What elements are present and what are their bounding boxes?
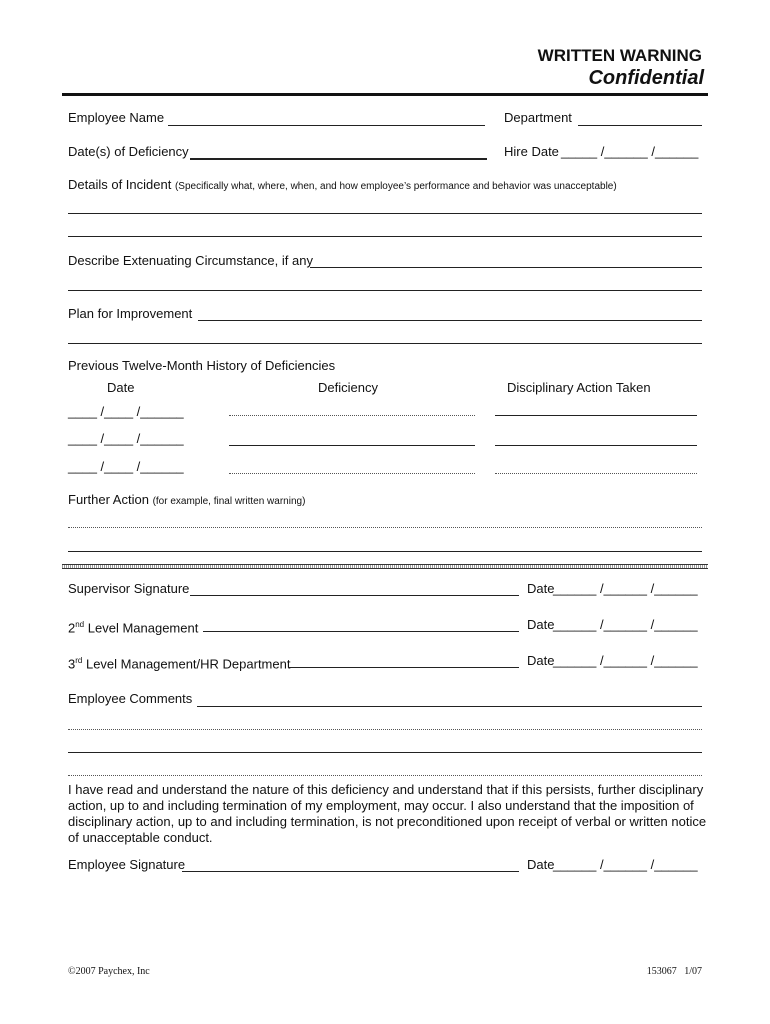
further-action-note: (for example, final written warning) xyxy=(152,496,306,507)
second-level-date-field[interactable]: ______ /______ /______ xyxy=(553,617,698,632)
employee-name-label: Employee Name xyxy=(68,110,165,125)
third-level-text: Level Management/HR Department xyxy=(82,656,291,672)
second-level-sup: nd xyxy=(75,620,85,629)
history-col-action: Disciplinary Action Taken xyxy=(507,380,651,395)
footer-copyright: ©2007 Paychex, Inc xyxy=(68,966,150,977)
extenuating-line-2[interactable] xyxy=(68,290,702,291)
details-line-2[interactable] xyxy=(68,236,702,237)
further-action-line-1[interactable] xyxy=(68,527,702,528)
history-row-1-deficiency[interactable] xyxy=(229,415,475,416)
third-level-num: 3 xyxy=(68,656,76,672)
second-level-label xyxy=(68,617,198,636)
third-level-date-field[interactable]: ______ /______ /______ xyxy=(553,653,698,668)
form-title: WRITTEN WARNING xyxy=(537,46,702,65)
details-note: (Specifically what, where, when, and how employee’s performance and behavior was unacceptable) xyxy=(174,181,617,192)
details-line-1[interactable] xyxy=(68,213,702,214)
third-level-sup: rd xyxy=(75,656,83,665)
history-row-2-action[interactable] xyxy=(495,445,697,446)
supervisor-date-label: Date xyxy=(527,581,555,596)
second-level-date-label: Date xyxy=(527,617,555,632)
header-rule xyxy=(62,93,708,96)
second-level-num: 2 xyxy=(68,620,76,636)
plan-line-1[interactable] xyxy=(198,320,702,321)
history-row-3-date[interactable]: ____ /____ /______ xyxy=(68,459,184,474)
supervisor-date-field[interactable]: ______ /______ /______ xyxy=(553,581,698,596)
third-level-date-label: Date xyxy=(527,653,555,668)
plan-line-2[interactable] xyxy=(68,343,702,344)
dates-of-deficiency-label: Date(s) of Deficiency xyxy=(68,144,189,159)
further-action-line-2[interactable] xyxy=(68,551,702,552)
department-label: Department xyxy=(504,110,572,125)
further-action-text: Further Action xyxy=(68,492,149,507)
employee-date-field[interactable]: ______ /______ /______ xyxy=(553,857,698,872)
history-row-2-deficiency[interactable] xyxy=(229,445,475,446)
history-row-3-action[interactable] xyxy=(495,473,697,474)
extenuating-line-1[interactable] xyxy=(310,267,702,268)
employee-comments-label: Employee Comments xyxy=(68,691,193,706)
supervisor-signature-field[interactable] xyxy=(190,595,519,596)
hire-date-label: Hire Date xyxy=(504,144,559,159)
dates-of-deficiency-field[interactable] xyxy=(190,158,487,160)
history-row-1-date[interactable]: ____ /____ /______ xyxy=(68,404,184,419)
comments-line-1[interactable] xyxy=(197,706,702,707)
comments-line-2[interactable] xyxy=(68,729,702,730)
comments-line-3[interactable] xyxy=(68,752,702,753)
employee-signature-label: Employee Signature xyxy=(68,857,186,872)
further-action-label xyxy=(68,492,305,510)
history-col-date: Date xyxy=(107,380,135,395)
acknowledgement-text: I have read and understand the nature of this deficiency and understand that if this persists, further disciplinary action, up to and including termination of my employment, may occur. I also understand that the imposition of disciplinary action, up to and including termination, is not preconditioned upon receipt of verbal or written notice of unacceptable conduct. xyxy=(68,782,707,845)
history-title: Previous Twelve-Month History of Deficiencies xyxy=(68,358,336,373)
extenuating-label: Describe Extenuating Circumstance, if any xyxy=(68,253,313,268)
history-row-1-action[interactable] xyxy=(495,415,697,416)
employee-date-label: Date xyxy=(527,857,555,872)
details-label-text: Details of Incident xyxy=(68,177,172,192)
history-row-3-deficiency[interactable] xyxy=(229,473,475,474)
employee-signature-field[interactable] xyxy=(182,871,519,872)
second-level-text: Level Management xyxy=(84,620,199,636)
third-level-field[interactable] xyxy=(288,667,519,668)
employee-name-field[interactable] xyxy=(168,125,485,126)
section-divider xyxy=(62,564,708,569)
third-level-label xyxy=(68,653,290,672)
hire-date-field[interactable]: _____ /______ /______ xyxy=(561,144,699,159)
footer-form-number: 153067 1/07 xyxy=(646,966,702,977)
comments-line-4[interactable] xyxy=(68,775,702,776)
history-row-2-date[interactable]: ____ /____ /______ xyxy=(68,431,184,446)
plan-label: Plan for Improvement xyxy=(68,306,193,321)
history-col-deficiency: Deficiency xyxy=(318,380,378,395)
details-label xyxy=(68,177,617,195)
second-level-field[interactable] xyxy=(203,631,519,632)
department-field[interactable] xyxy=(578,125,702,126)
form-subtitle: Confidential xyxy=(588,67,704,89)
supervisor-signature-label: Supervisor Signature xyxy=(68,581,190,596)
